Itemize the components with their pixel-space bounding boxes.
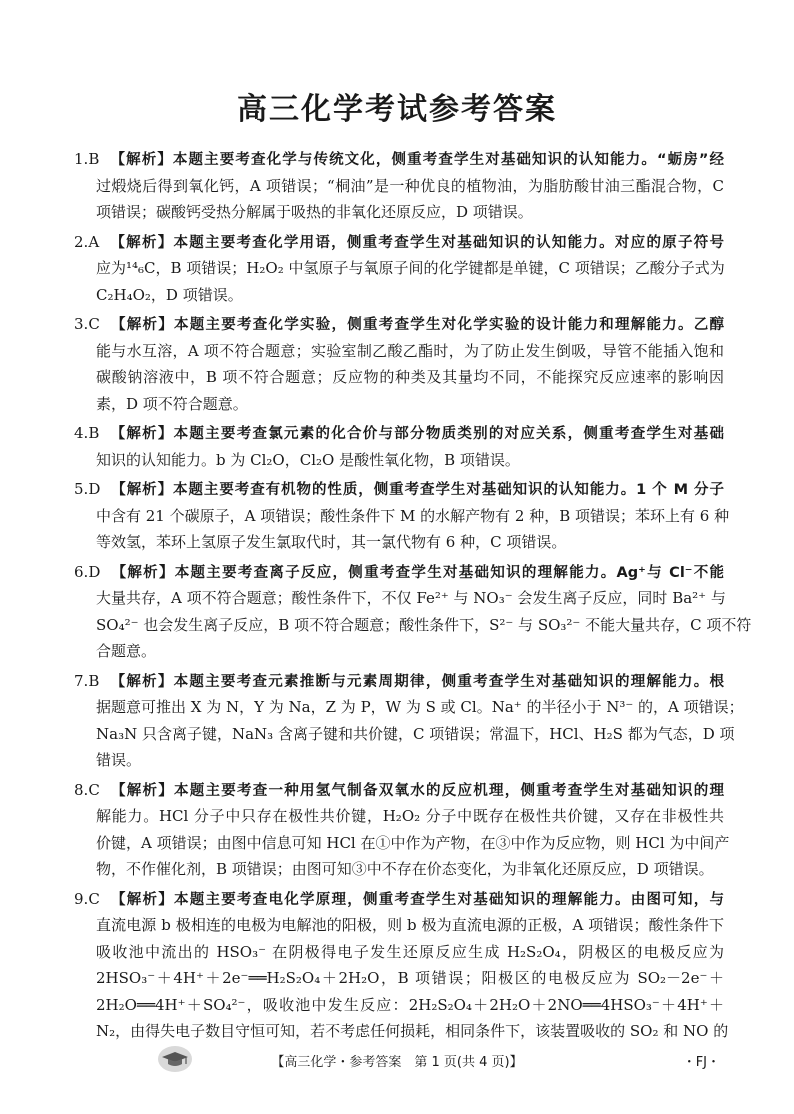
answer-line [74, 146, 724, 173]
answer-choice: C [88, 315, 100, 333]
answer-choice: C [88, 889, 100, 908]
answer-text: 本题主要考查氯元素的化合价与部分物质类别的对应关系，侧重考查学生对基础 [173, 426, 725, 442]
answer-line [74, 612, 752, 639]
analysis-label: 【解析】 [109, 152, 173, 168]
answer-line [74, 803, 724, 830]
answer-line [74, 668, 724, 695]
question-number: 2. [74, 232, 89, 251]
page-footer [0, 1046, 794, 1076]
question-number: 1. [74, 150, 89, 168]
answer-line [74, 830, 730, 857]
question-number: 6. [74, 562, 89, 581]
answer-line [74, 747, 724, 774]
analysis-label: 【解析】 [109, 673, 174, 690]
question-number: 4. [74, 424, 89, 442]
answer-line [74, 721, 735, 748]
analysis-label: 【解析】 [109, 234, 174, 251]
answer-line [74, 856, 724, 883]
answer-item [74, 229, 724, 309]
answer-text: 价键，A 项错误；由图中信息可知 HCl 在①中作为产物，在③中作为反应物，则 HCl 为中间产 [96, 833, 730, 852]
answer-line [74, 173, 724, 200]
answer-line [74, 1018, 729, 1045]
answer-line [74, 338, 724, 365]
answer-item [74, 668, 744, 774]
answer-text: 能与水互溶，A 项不符合题意；实验室制乙酸乙酯时，为了防止发生倒吸，导管不能插入饱和 [96, 341, 724, 360]
answer-text: 吸收池中流出的 HSO₃⁻ 在阴极得电子发生还原反应生成 H₂S₂O₄，阴极区的电极反应为 [96, 942, 724, 961]
answer-line [74, 391, 724, 418]
answer-text: 合题意。 [96, 642, 157, 660]
answer-choice: B [88, 671, 100, 690]
answer-text: 解能力。HCl 分子中只存在极性共价键，H₂O₂ 分子中既存在极性共价键，又存在非极性共 [96, 807, 724, 825]
answer-line [74, 229, 724, 256]
answer-choice: D [88, 480, 101, 498]
answer-line [74, 420, 724, 447]
question-number: 8. [74, 780, 89, 799]
answer-line [74, 282, 724, 309]
answer-text: 错误。 [96, 751, 142, 769]
answer-text: 直流电源 b 极相连的电极为电解池的阳极，则 b 极为直流电源的正极，A 项错误；酸性条件下 [96, 916, 724, 934]
answer-text: 本题主要考查元素推断与元素周期律，侧重考查学生对基础知识的理解能力。根 [173, 673, 725, 690]
answer-text: 应为¹⁴₆C，B 项错误；H₂O₂ 中氢原子与氧原子间的化学键都是单键，C 项错误；乙酸分子式为 [96, 259, 725, 277]
answer-text: 过煅烧后得到氧化钙，A 项错误；“桐油”是一种优良的植物油，为脂肪酸甘油三酯混合物，C [96, 176, 724, 195]
answer-line [74, 886, 724, 913]
answer-item [74, 420, 724, 473]
answer-choice: A [88, 232, 100, 251]
answer-text: 2HSO₃⁻＋4H⁺＋2e⁻══H₂S₂O₄＋2H₂O，B 项错误；阳极区的电极反应为 SO₂－2e⁻＋ [96, 969, 724, 987]
answer-line [74, 311, 724, 338]
answer-choice: C [88, 780, 100, 799]
answer-line [74, 529, 724, 556]
answer-text: 本题主要考查电化学原理，侧重考查学生对基础知识的理解能力。由图可知，与 [174, 891, 725, 908]
answer-text: 本题主要考查有机物的性质，侧重考查学生对基础知识的认知能力。1 个 M 分子 [173, 482, 724, 498]
answer-choice: D [88, 562, 101, 581]
answer-list [74, 146, 752, 1048]
answer-item [74, 559, 752, 665]
answer-text: 知识的认知能力。b 为 Cl₂O，Cl₂O 是酸性氧化物，B 项错误。 [96, 450, 520, 469]
answer-line [74, 447, 724, 474]
answer-line [74, 992, 724, 1019]
question-number: 5. [74, 480, 89, 498]
answer-line [74, 912, 724, 939]
answer-line [74, 965, 724, 992]
answer-line [74, 364, 724, 391]
answer-text: 本题主要考查化学用语，侧重考查学生对基础知识的认知能力。对应的原子符号 [173, 234, 724, 251]
answer-line [74, 585, 724, 612]
answer-line [74, 503, 730, 530]
question-number: 3. [74, 315, 89, 333]
answer-choice: B [88, 150, 100, 168]
answer-text: 2H₂O══4H⁺＋SO₄²⁻，吸收池中发生反应：2H₂S₂O₄＋2H₂O＋2NO══4HSO₃⁻＋4H⁺＋ [96, 995, 724, 1014]
answer-item [74, 777, 730, 883]
answer-text: 本题主要考查一种用氢气制备双氧水的反应机理，侧重考查学生对基础知识的理 [174, 782, 725, 799]
analysis-label: 【解析】 [110, 564, 175, 581]
answer-item [74, 886, 729, 1045]
analysis-label: 【解析】 [109, 891, 175, 908]
answer-text: 物，不作催化剂，B 项错误；由图可知③中不存在价态变化，为非氧化还原反应，D 项错误。 [96, 860, 714, 878]
answer-line [74, 777, 724, 804]
answer-line [74, 199, 724, 226]
answer-text: 本题主要考查化学与传统文化，侧重考查学生对基础知识的认知能力。“蛎房”经 [172, 152, 724, 168]
analysis-label: 【解析】 [110, 482, 174, 498]
answer-text: SO₄²⁻ 也会发生离子反应，B 项不符合题意；酸性条件下，S²⁻ 与 SO₃²⁻ 不能大量共存，C 项不符 [96, 615, 752, 634]
answer-text: 项错误；碳酸钙受热分解属于吸热的非氧化还原反应，D 项错误。 [96, 203, 533, 221]
answer-item [74, 146, 724, 226]
answer-line [74, 559, 724, 586]
answer-line [74, 476, 724, 503]
page-info: 【高三化学・参考答案 第 1 页(共 4 页)】 [271, 1055, 523, 1070]
answer-line [74, 694, 744, 721]
answer-text: 素，D 项不符合题意。 [96, 394, 248, 413]
answer-line [74, 255, 724, 282]
answer-text: N₂，由得失电子数目守恒可知，若不考虑任何损耗，相同条件下，该装置吸收的 SO₂ 和 NO 的 [96, 1022, 729, 1040]
answer-text: 本题主要考查离子反应，侧重考查学生对基础知识的理解能力。Ag⁺与 Cl⁻不能 [174, 564, 725, 581]
answer-text: 碳酸钠溶液中，B 项不符合题意；反应物的种类及其量均不同，不能探究反应速率的影响因 [96, 368, 724, 386]
analysis-label: 【解析】 [109, 782, 175, 799]
answer-text: C₂H₄O₂，D 项错误。 [96, 285, 243, 304]
page-title: 高三化学考试参考答案 [237, 92, 557, 127]
answer-text: 等效氢，苯环上氢原子发生氯取代时，其一氯代物有 6 种，C 项错误。 [96, 533, 567, 551]
answer-item [74, 476, 730, 556]
question-number: 7. [74, 671, 89, 690]
answer-line [74, 939, 724, 966]
question-number: 9. [74, 889, 89, 908]
answer-text: 中含有 21 个碳原子，A 项错误；酸性条件下 M 的水解产物有 2 种，B 项错误；苯环上有 6 种 [96, 506, 730, 525]
answer-text: 据题意可推出 X 为 N，Y 为 Na，Z 为 P，W 为 S 或 Cl。Na⁺ 的半径小于 N³⁻ 的，A 项错误； [96, 698, 744, 716]
answer-item [74, 311, 724, 417]
answer-text: Na₃N 只含离子键，NaN₃ 含离子键和共价键，C 项错误；常温下，HCl、H₂S 都为气态，D 项 [96, 724, 735, 743]
answer-line [74, 638, 724, 665]
region-code: ・FJ・ [682, 1055, 720, 1070]
analysis-label: 【解析】 [109, 317, 175, 333]
analysis-label: 【解析】 [109, 426, 174, 442]
answer-text: 本题主要考查化学实验，侧重考查学生对化学实验的设计能力和理解能力。乙醇 [174, 317, 725, 333]
answer-choice: B [88, 424, 100, 442]
answer-text: 大量共存，A 项不符合题意；酸性条件下，不仅 Fe²⁺ 与 NO₃⁻ 会发生离子反应，同时 Ba²⁺ 与 [96, 589, 726, 607]
